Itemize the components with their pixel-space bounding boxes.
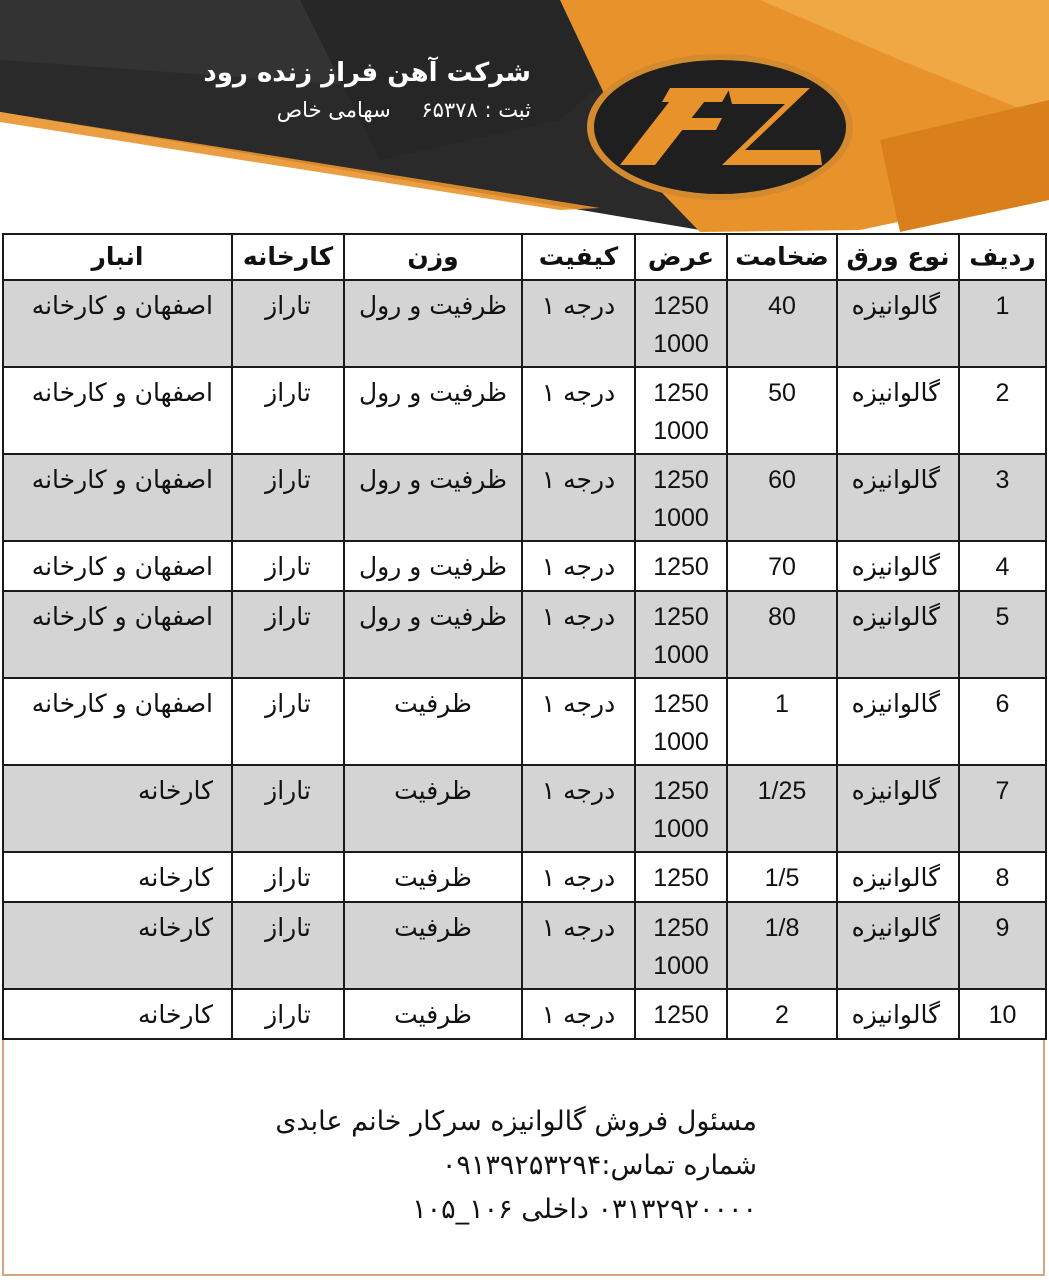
- thickness-cell: 50: [727, 367, 837, 454]
- header-weight: وزن: [344, 234, 522, 280]
- width-value: 1250: [653, 603, 709, 631]
- width-value: 1000: [653, 728, 709, 756]
- quality-cell: درجه ۱: [522, 367, 635, 454]
- weight-cell: ظرفیت: [344, 678, 522, 765]
- weight-cell: ظرفیت و رول: [344, 367, 522, 454]
- quality-cell: درجه ۱: [522, 678, 635, 765]
- sheet-type-cell: گالوانیزه: [837, 852, 959, 902]
- header-thickness: ضخامت: [727, 234, 837, 280]
- row-number: 3: [959, 454, 1046, 541]
- table-row: [3, 989, 1046, 1039]
- header-radif: ردیف: [959, 234, 1046, 280]
- thickness-cell: 60: [727, 454, 837, 541]
- weight-cell: ظرفیت و رول: [344, 454, 522, 541]
- warehouse-cell: اصفهان و کارخانه: [3, 591, 232, 678]
- row-number: 5: [959, 591, 1046, 678]
- weight-cell: ظرفیت: [344, 765, 522, 852]
- width-cell: [635, 765, 727, 852]
- thickness-cell: 80: [727, 591, 837, 678]
- width-value: 1250: [653, 864, 709, 892]
- contact-footer: [2, 1040, 1045, 1276]
- factory-cell: تاراز: [232, 902, 344, 989]
- width-value: 1250: [653, 466, 709, 494]
- header-sheet-type: نوع ورق: [837, 234, 959, 280]
- price-table-container: [2, 233, 1045, 1040]
- thickness-cell: 1/25: [727, 765, 837, 852]
- factory-cell: تاراز: [232, 367, 344, 454]
- header-quality: کیفیت: [522, 234, 635, 280]
- thickness-cell: 2: [727, 989, 837, 1039]
- sheet-type-cell: گالوانیزه: [837, 367, 959, 454]
- factory-cell: تاراز: [232, 765, 344, 852]
- product-table: [2, 233, 1047, 1040]
- contact-office-phone: ۰۳۱۳۲۹۲۰۰۰۰ داخلی ۱۰۶_۱۰۵: [412, 1194, 757, 1225]
- thickness-cell: 70: [727, 541, 837, 591]
- quality-cell: درجه ۱: [522, 902, 635, 989]
- table-row: [3, 765, 1046, 852]
- width-value: 1250: [653, 553, 709, 581]
- header-width: عرض: [635, 234, 727, 280]
- warehouse-cell: اصفهان و کارخانه: [3, 678, 232, 765]
- weight-cell: ظرفیت: [344, 852, 522, 902]
- width-cell: [635, 280, 727, 367]
- row-number: 2: [959, 367, 1046, 454]
- warehouse-cell: اصفهان و کارخانه: [3, 280, 232, 367]
- factory-cell: تاراز: [232, 591, 344, 678]
- quality-cell: درجه ۱: [522, 765, 635, 852]
- sales-contact-person: مسئول فروش گالوانیزه سرکار خانم عابدی: [275, 1106, 757, 1137]
- weight-cell: ظرفیت و رول: [344, 591, 522, 678]
- thickness-cell: 40: [727, 280, 837, 367]
- sheet-type-cell: گالوانیزه: [837, 989, 959, 1039]
- width-value: 1250: [653, 690, 709, 718]
- width-cell: [635, 591, 727, 678]
- table-header-row: [3, 234, 1046, 280]
- warehouse-cell: اصفهان و کارخانه: [3, 367, 232, 454]
- quality-cell: درجه ۱: [522, 591, 635, 678]
- sheet-type-cell: گالوانیزه: [837, 541, 959, 591]
- row-number: 9: [959, 902, 1046, 989]
- width-value: 1000: [653, 330, 709, 358]
- table-row: [3, 280, 1046, 367]
- factory-cell: تاراز: [232, 678, 344, 765]
- weight-cell: ظرفیت: [344, 902, 522, 989]
- warehouse-cell: اصفهان و کارخانه: [3, 541, 232, 591]
- sheet-type-cell: گالوانیزه: [837, 902, 959, 989]
- registration-line: [253, 98, 531, 122]
- width-value: 1000: [653, 815, 709, 843]
- quality-cell: درجه ۱: [522, 852, 635, 902]
- company-type: سهامی خاص: [276, 98, 391, 122]
- row-number: 10: [959, 989, 1046, 1039]
- sheet-type-cell: گالوانیزه: [837, 765, 959, 852]
- width-cell: [635, 902, 727, 989]
- width-value: 1000: [653, 952, 709, 980]
- sheet-type-cell: گالوانیزه: [837, 678, 959, 765]
- weight-cell: ظرفیت: [344, 989, 522, 1039]
- width-cell: [635, 678, 727, 765]
- warehouse-cell: کارخانه: [3, 765, 232, 852]
- contact-block: [275, 1100, 757, 1232]
- width-cell: [635, 367, 727, 454]
- weight-cell: ظرفیت و رول: [344, 280, 522, 367]
- width-value: 1250: [653, 777, 709, 805]
- table-body: [3, 280, 1046, 1039]
- warehouse-cell: اصفهان و کارخانه: [3, 454, 232, 541]
- table-row: [3, 367, 1046, 454]
- width-cell: [635, 541, 727, 591]
- warehouse-cell: کارخانه: [3, 989, 232, 1039]
- header-warehouse: انبار: [3, 234, 232, 280]
- width-value: 1000: [653, 641, 709, 669]
- quality-cell: درجه ۱: [522, 541, 635, 591]
- factory-cell: تاراز: [232, 852, 344, 902]
- registration-number: ثبت : ۶۵۳۷۸: [421, 98, 531, 122]
- thickness-cell: 1/8: [727, 902, 837, 989]
- width-cell: [635, 852, 727, 902]
- header-factory: کارخانه: [232, 234, 344, 280]
- quality-cell: درجه ۱: [522, 454, 635, 541]
- quality-cell: درجه ۱: [522, 989, 635, 1039]
- row-number: 4: [959, 541, 1046, 591]
- width-cell: [635, 989, 727, 1039]
- sheet-type-cell: گالوانیزه: [837, 454, 959, 541]
- thickness-cell: 1/5: [727, 852, 837, 902]
- width-value: 1250: [653, 914, 709, 942]
- row-number: 8: [959, 852, 1046, 902]
- table-row: [3, 541, 1046, 591]
- sheet-type-cell: گالوانیزه: [837, 280, 959, 367]
- table-row: [3, 454, 1046, 541]
- width-value: 1000: [653, 504, 709, 532]
- table-row: [3, 902, 1046, 989]
- table-row: [3, 591, 1046, 678]
- quality-cell: درجه ۱: [522, 280, 635, 367]
- row-number: 6: [959, 678, 1046, 765]
- company-name: شرکت آهن فراز زنده رود: [203, 58, 531, 88]
- thickness-cell: 1: [727, 678, 837, 765]
- factory-cell: تاراز: [232, 541, 344, 591]
- width-value: 1250: [653, 292, 709, 320]
- letterhead-banner: [0, 0, 1049, 232]
- width-value: 1000: [653, 417, 709, 445]
- factory-cell: تاراز: [232, 454, 344, 541]
- factory-cell: تاراز: [232, 989, 344, 1039]
- table-row: [3, 678, 1046, 765]
- width-value: 1250: [653, 379, 709, 407]
- factory-cell: تاراز: [232, 280, 344, 367]
- row-number: 1: [959, 280, 1046, 367]
- warehouse-cell: کارخانه: [3, 902, 232, 989]
- width-value: 1250: [653, 1001, 709, 1029]
- sheet-type-cell: گالوانیزه: [837, 591, 959, 678]
- row-number: 7: [959, 765, 1046, 852]
- contact-mobile: شماره تماس:۰۹۱۳۹۲۵۳۲۹۴: [441, 1150, 757, 1181]
- width-cell: [635, 454, 727, 541]
- weight-cell: ظرفیت و رول: [344, 541, 522, 591]
- warehouse-cell: کارخانه: [3, 852, 232, 902]
- table-row: [3, 852, 1046, 902]
- fz-logo-icon: [610, 80, 830, 170]
